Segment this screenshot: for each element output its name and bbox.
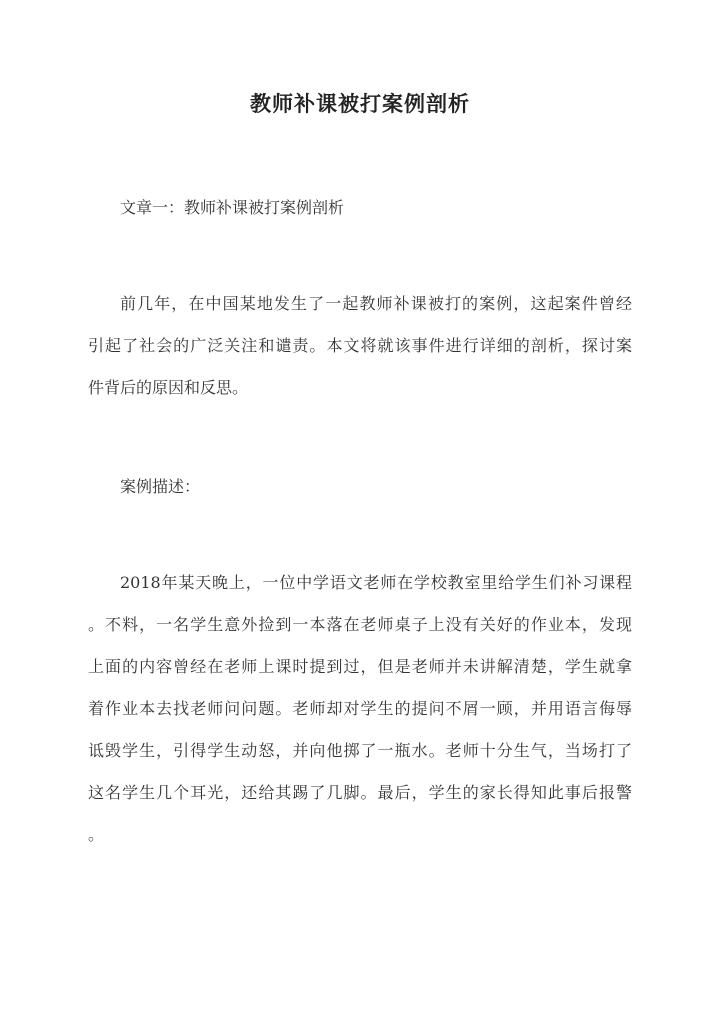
paragraph-2-line-7: 。 (88, 825, 105, 844)
paragraph-2-line-2: 。不料，一名学生意外捡到一本落在老师桌子上没有关好的作业本，发现 (88, 615, 632, 634)
paragraph-2-line-5: 诋毁学生，引得学生动怒，并向他掷了一瓶水。老师十分生气，当场打了 (88, 741, 632, 760)
paragraph-2-line-3: 上面的内容曾经在老师上课时提到过，但是老师并未讲解清楚，学生就拿 (88, 657, 632, 676)
paragraph-2-line-6: 这名学生几个耳光，还给其踢了几脚。最后，学生的家长得知此事后报警 (88, 783, 632, 802)
paragraph-2-line-1: 2018年某天晚上，一位中学语文老师在学校教室里给学生们补习课程 (120, 573, 632, 592)
section-heading: 案例描述： (120, 477, 201, 496)
document-title: 教师补课被打案例剖析 (250, 91, 470, 116)
subtitle: 文章一：教师补课被打案例剖析 (120, 198, 345, 217)
paragraph-1-line-3: 件背后的原因和反思。 (88, 378, 249, 397)
paragraph-1-line-1: 前几年，在中国某地发生了一起教师补课被打的案例，这起案件曾经 (120, 294, 632, 313)
paragraph-1-line-2: 引起了社会的广泛关注和谴责。本文将就该事件进行详细的剖析，探讨案 (88, 336, 632, 355)
paragraph-2-line-4: 着作业本去找老师问问题。老师却对学生的提问不屑一顾，并用语言侮辱 (88, 699, 632, 718)
